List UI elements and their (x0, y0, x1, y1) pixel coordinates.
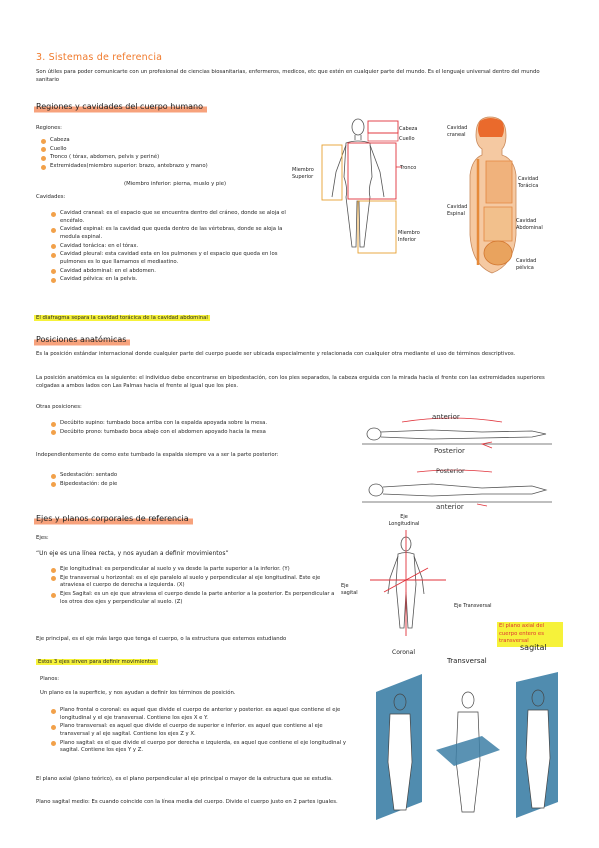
label-eje-longitudinal: Eje Longitudinal (388, 514, 420, 528)
cavities-list (50, 210, 300, 285)
list-item: Plano transversal: es aquel que divide el cuerpo de superior e inferior. es aquel que contiene al eje transversal y al eje sagital. Contiene los ejes Z y X. (50, 723, 350, 738)
label-plano-transversal: Transversal (447, 657, 487, 665)
section-heading: Posiciones anatómicas (34, 334, 130, 346)
axes-quote: “Un eje es una línea recta, y nos ayudan a definir movimientos” (36, 550, 229, 557)
list-item: Decúbito supino: tumbado boca arriba con la espalda apoyada sobre la mesa. (50, 420, 360, 428)
page-title: 3. Sistemas de referencia (36, 52, 163, 63)
list-item: Plano sagital: es el que divide el cuerpo por derecha e izquierda, es aquel que contiene el eje longitudinal y sagital. Contiene los ejes Y y Z. (50, 740, 350, 755)
label-miembro-superior: Miembro Superior (292, 167, 314, 181)
label-plano-sagital: sagital (520, 643, 547, 652)
axial-side-note: El plano axial del cuerpo entero es transversal (497, 622, 563, 647)
label-cabeza: Cabeza (399, 126, 418, 132)
label-anterior: anterior (432, 413, 460, 421)
list-item: Bipedestación: de pie (50, 481, 250, 489)
label-cavidad-pelvica: Cavidad pélvica (516, 258, 537, 272)
paragraph: La posición anatómica es la siguiente: el individuo debe encontrarse en bipedestación, con los pies separados, la cabeza erguida con la mirada hacia el frente con las extremidades superiores colgadas a ambos lados con Las Palmas hacia el frente al igual que los pies. (36, 375, 545, 389)
independent-note: Independientemente de como este tumbado la espalda siempre va a ser la parte posterior: (36, 452, 279, 458)
intro-paragraph: Son útiles para poder comunicarte con un profesional de ciencias biosanitarias, enfermeros, medicos, etc que estén en cualquier parte del mundo. Es el lenguaje universal dentro del mundo sanitario (36, 69, 540, 83)
label-miembro-inferior: Miembro Inferior (398, 230, 420, 244)
regions-list (40, 137, 310, 172)
label-cavidad-toracica: Cavidad Torácica (518, 176, 539, 190)
label-plano-coronal: Coronal (392, 649, 416, 656)
lying-figures (362, 412, 552, 512)
section-posiciones (34, 334, 130, 346)
axes-label: Ejes: (36, 535, 49, 541)
diafragma-note: El diafragma separa la cavidad torácica de la cavidad abdominal (36, 315, 208, 321)
body-regions-figure (318, 117, 448, 257)
label-posterior: Posterior (436, 467, 465, 475)
axes-list (50, 566, 340, 607)
list-item: Cavidad pleural: esta cavidad esta en los pulmones y el espacio que queda en los pulmones es lo que llamamos el mediastino. (50, 251, 300, 266)
cavities-figure (462, 115, 522, 285)
planes-list (50, 707, 350, 756)
planes-label: Planos: (40, 676, 60, 682)
others-label: Otras posiciones: (36, 404, 82, 410)
label-tronco: Tronco (400, 165, 417, 171)
list-item: Cavidad torácica: en el tórax. (50, 243, 300, 251)
list-item: Ejes Sagital: es un eje que atraviesa el cuerpo desde la parte anterior a la posterior. Es perpendicular a los otros dos ejes y perpendicular al suelo. (Z) (50, 591, 340, 606)
axes-figure (356, 528, 456, 638)
paragraph: Es la posición estándar internacional donde cualquier parte del cuerpo puede ser ubicada especialmente y relacionada con cualquier otra mediante el uso de términos descriptivos. (36, 351, 516, 357)
list-item: Cavidad craneal: es el espacio que se encuentra dentro del cráneo, donde se aloja el encéfalo. (50, 210, 300, 225)
section-heading: Regiones y cavidades del cuerpo humano (34, 101, 207, 113)
list-item: Decúbito prono: tumbado boca abajo con el abdomen apoyado hacia la mesa (50, 429, 360, 437)
list-item: Cavidad espinal: es la cavidad que queda dentro de las vértebras, donde se aloja la medula espinal. (50, 226, 300, 241)
planes-definition: Un plano es la superficie, y nos ayudan a definir los términos de posición. (40, 690, 236, 696)
planes-figure (372, 672, 562, 822)
section-heading: Ejes y planos corporales de referencia (34, 513, 193, 525)
regions-label: Regiones: (36, 125, 62, 131)
label-cavidad-craneal: Cavidad craneal (447, 125, 468, 139)
list-item: Extremidades(miembro superior: brazo, antebrazo y mano) (40, 163, 310, 171)
axial-note: El plano axial (plano teórico), es el plano perpendicular al eje principal o mayor de la estructura que se estudia. (36, 776, 333, 782)
sagital-medio-note: Plano sagital medio: Es cuando coincide con la línea media del cuerpo. Divide el cuerpo justo en 2 partes iguales. (36, 799, 338, 805)
label-cuello: Cuello (399, 136, 415, 142)
list-item: Cavidad pélvica: en la pelvis. (50, 276, 300, 284)
list-item: Cuello (40, 146, 310, 154)
standing-list (50, 472, 250, 489)
label-eje-transversal: Eje Transversal (454, 603, 492, 609)
main-axis-note: Eje principal, es el eje más largo que tenga el cuerpo, o la estructura que estemos estudiando (36, 636, 287, 642)
others-list (50, 420, 360, 437)
list-item: Tronco ( tórax, abdomen, pelvis y periné) (40, 154, 310, 162)
list-item: Cavidad abdominal: en el abdomen. (50, 268, 300, 276)
label-cavidad-abdominal: Cavidad Abdominal (516, 218, 543, 232)
label-posterior: Posterior (434, 447, 465, 455)
list-item: Plano frontal o coronal: es aquel que divide el cuerpo de anterior y posterior. es aquel que contiene el eje longitudinal y el eje transversal. Contiene los ejes X e Y. (50, 707, 350, 722)
label-cavidad-espinal: Cavidad Espinal (447, 204, 468, 218)
list-item: Cabeza (40, 137, 310, 145)
section-regiones (34, 101, 207, 113)
axes-highlight: Estos 3 ejes sirven para definir movimientos (38, 659, 156, 665)
section-ejes (34, 513, 193, 525)
cavities-label: Cavidades: (36, 194, 66, 200)
label-anterior: anterior (436, 503, 464, 511)
list-item: Sedestación: sentado (50, 472, 250, 480)
list-item: Eje transversal u horizontal: es el eje paralelo al suelo y perpendicular al eje longitudinal. Este eje atraviesa el cuerpo de derecha a izquierda. (X) (50, 575, 340, 590)
label-eje-sagital: Eje sagital (341, 583, 358, 597)
list-item: Eje longitudinal: es perpendicular al suelo y va desde la parte superior a la inferior. (Y) (50, 566, 340, 574)
regions-extra: (Miembro inferior: pierna, muslo y pie) (124, 181, 227, 187)
